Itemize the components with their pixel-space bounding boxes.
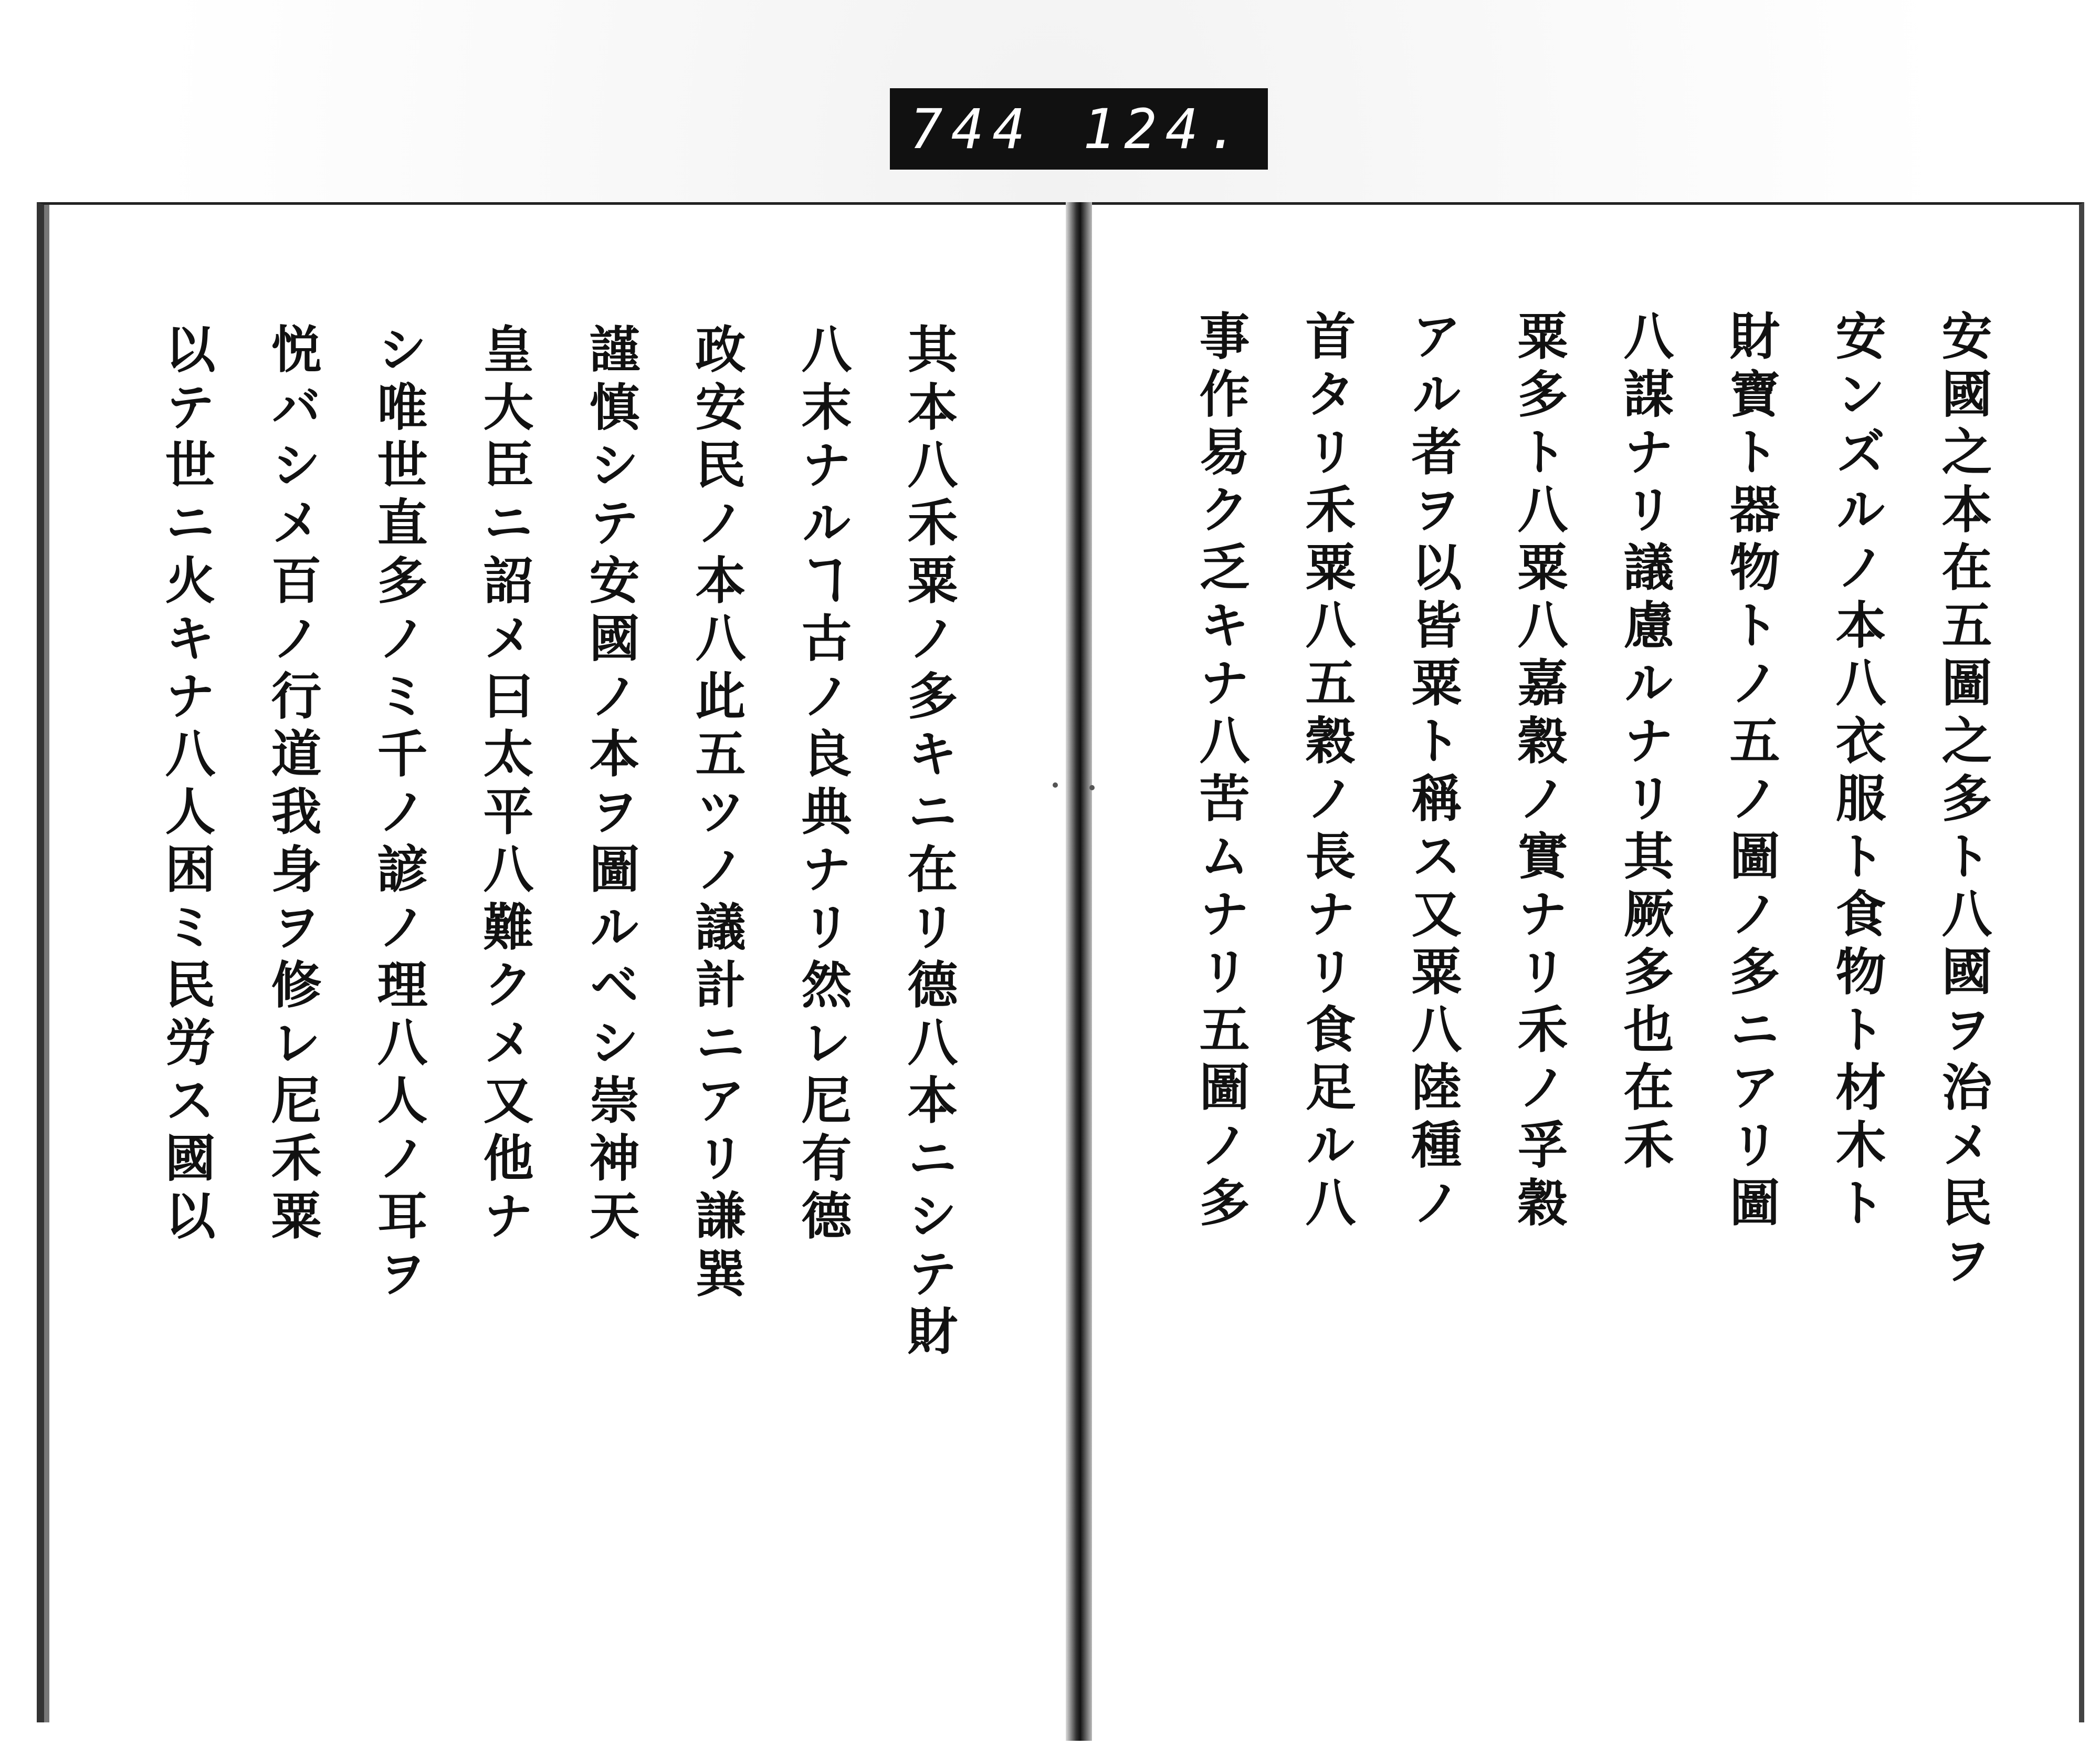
right-text-column: 安ンズルノ本八衣服ト食物ト材木ト xyxy=(1828,310,1887,1234)
right-text-column: 首タリ禾粟八五穀ノ長ナリ食足ル八 xyxy=(1297,310,1357,1234)
right-text-column: 事作易ク乏キナ八苦ムナリ五圖ノ多 xyxy=(1191,310,1251,1234)
right-page-text xyxy=(1155,310,2016,1570)
left-text-column: 以テ世ニ火キナ八人困ミ民労ス國以 xyxy=(157,323,216,1247)
left-text-column: シ唯世直多ノミ千ノ諺ノ理八人ノ耳ヲ xyxy=(369,323,428,1305)
scan-speck xyxy=(1053,782,1058,788)
archive-number-left: 744 xyxy=(910,97,1034,161)
right-text-column: 八謀ナリ議慮ルナリ其厥多也在禾 xyxy=(1615,310,1675,1176)
left-text-column: 政安民ノ本八此五ツノ議計ニアリ謙巽 xyxy=(687,323,747,1305)
book-gutter xyxy=(1066,202,1092,1741)
scan-speck xyxy=(1089,785,1095,790)
left-text-column: 其本八禾粟ノ多キニ在リ德八本ニシテ財 xyxy=(899,323,959,1363)
left-text-column: 八末ナルヿ古ノ良典ナリ然レ尼有德 xyxy=(793,323,853,1247)
right-text-column: 粟多ト八粟八嘉穀ノ實ナリ禾ノ孚穀 xyxy=(1509,310,1569,1234)
left-page-text xyxy=(121,323,982,1583)
right-text-column: アル者ヲ以皆粟ト稱ス又粟八陸種ノ xyxy=(1403,310,1463,1234)
right-text-column: 財寶ト器物トノ五ノ圖ノ多ニアリ圖 xyxy=(1721,310,1781,1234)
left-text-column: 謹慎シテ安國ノ本ヲ圖ルベシ崇神天 xyxy=(581,323,640,1247)
archive-number-right: 124. xyxy=(1083,97,1248,161)
archive-label-plate xyxy=(890,88,1268,170)
left-text-column: 悦バシメ百ノ行道我身ヲ修レ尼禾粟 xyxy=(263,323,322,1247)
left-text-column: 皇大臣ニ詔メ曰太平八難クメ又他ナ xyxy=(475,323,534,1247)
right-text-column: 安國之本在五圖之多ト八國ヲ治メ民ヲ xyxy=(1934,310,1993,1292)
